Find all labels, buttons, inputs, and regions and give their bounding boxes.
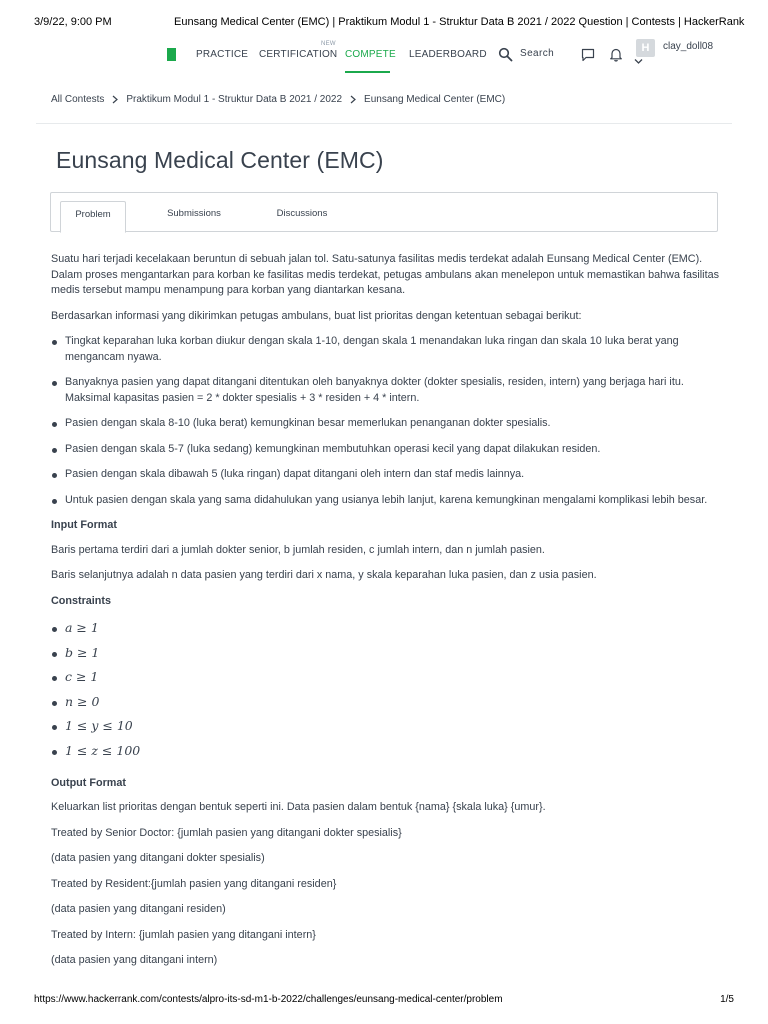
username[interactable]: clay_doll08 xyxy=(663,41,714,52)
output-line: Keluarkan list prioritas dengan bentuk seperti ini. Data pasien dalam bentuk {nama} {skala luka} {umur}. xyxy=(51,801,546,814)
hackerrank-logo-icon[interactable] xyxy=(167,48,176,61)
nav-compete[interactable]: COMPETE xyxy=(345,49,396,60)
print-footer xyxy=(34,994,734,1010)
output-line: (data pasien yang ditangani intern) xyxy=(51,954,218,967)
output-line: Treated by Intern: {jumlah pasien yang ditangani intern} xyxy=(51,928,316,941)
list-item: Pasien dengan skala dibawah 5 (luka ringan) dapat ditangani oleh intern dan staf medis lainnya. xyxy=(51,467,721,483)
print-url: https://www.hackerrank.com/contests/alpro-its-sd-m1-b-2022/challenges/eunsang-medical-center/problem xyxy=(34,994,503,1005)
tab-submissions[interactable]: Submissions xyxy=(167,208,221,219)
constraints-list xyxy=(51,618,721,766)
list-item: Untuk pasien dengan skala yang sama didahulukan yang usianya lebih lanjut, karena kemungkinan mengalami komplikasi lebih besar. xyxy=(51,493,721,509)
print-page-number: 1/5 xyxy=(720,994,734,1005)
constraint-item: b ≥ 1 xyxy=(51,643,721,668)
breadcrumb-all-contests[interactable]: All Contests xyxy=(51,94,105,105)
tab-discussions[interactable]: Discussions xyxy=(276,208,328,219)
chevron-right-icon xyxy=(349,95,357,104)
breadcrumb-contest[interactable]: Praktikum Modul 1 - Struktur Data B 2021 / 2022 xyxy=(126,94,343,105)
output-line: Treated by Resident:{jumlah pasien yang ditangani residen} xyxy=(51,877,337,890)
problem-intro: Suatu hari terjadi kecelakaan beruntun di sebuah jalan tol. Satu-satunya fasilitas medis terdekat adalah Eunsang Medical Center (EMC). Dalam proses mengantarkan para korban ke fasilitas medis terdekat, petugas ambulans akan menelepon untuk memastikan bahwa fasilitas medis tersebut mampu menampung para korban yang diantarkan kesana. xyxy=(51,253,719,296)
output-format-heading: Output Format xyxy=(51,776,126,789)
output-line: (data pasien yang ditangani dokter spesialis) xyxy=(51,852,265,865)
list-item: Pasien dengan skala 5-7 (luka sedang) kemungkinan membutuhkan operasi kecil yang dapat dilakukan residen. xyxy=(51,442,721,458)
list-item: Pasien dengan skala 8-10 (luka berat) kemungkinan besar memerlukan penanganan dokter spesialis. xyxy=(51,416,721,432)
tab-problem[interactable]: Problem xyxy=(60,201,126,233)
constraints-heading: Constraints xyxy=(51,594,111,607)
problem-statement xyxy=(51,252,721,979)
nav-practice[interactable]: PRACTICE xyxy=(196,49,249,60)
list-item: Banyaknya pasien yang dapat ditangani ditentukan oleh banyaknya dokter (dokter spesialis, residen, intern) yang berjaga hari itu. Maksimal kapasitas pasien = 2 * dokter spesialis + 3 * residen + 4 * intern. xyxy=(51,375,721,406)
print-header xyxy=(34,16,745,32)
nav-certification[interactable]: CERTIFICATION xyxy=(259,49,338,60)
input-format-heading: Input Format xyxy=(51,519,117,531)
tab-bar xyxy=(50,192,718,232)
constraint-item: n ≥ 0 xyxy=(51,692,721,717)
nav-leaderboard[interactable]: LEADERBOARD xyxy=(409,49,487,60)
search-input[interactable]: Search xyxy=(520,48,555,59)
top-navigation xyxy=(0,38,768,78)
chevron-down-icon[interactable] xyxy=(634,58,643,65)
input-line: Baris selanjutnya adalah n data pasien yang terdiri dari x nama, y skala keparahan luka pasien, dan z usia pasien. xyxy=(51,569,597,581)
constraint-item: c ≥ 1 xyxy=(51,667,721,692)
breadcrumb-challenge[interactable]: Eunsang Medical Center (EMC) xyxy=(364,94,506,105)
message-icon[interactable] xyxy=(581,48,595,62)
user-avatar[interactable]: H xyxy=(636,39,655,57)
constraint-item: a ≥ 1 xyxy=(51,618,721,643)
rules-list xyxy=(51,334,721,508)
list-item: Tingkat keparahan luka korban diukur dengan skala 1-10, dengan skala 1 menandakan luka ringan dan skala 10 luka berat yang mengancam nyawa. xyxy=(51,334,721,365)
search-icon[interactable] xyxy=(498,47,513,62)
new-badge: NEW xyxy=(321,41,336,47)
constraint-item: 1 ≤ z ≤ 100 xyxy=(51,741,721,766)
chevron-right-icon xyxy=(111,95,119,104)
print-title: Eunsang Medical Center (EMC) | Praktikum Modul 1 - Struktur Data B 2021 / 2022 Question | Contests | HackerRank xyxy=(174,16,745,28)
constraint-item: 1 ≤ y ≤ 10 xyxy=(51,716,721,741)
divider xyxy=(36,123,732,124)
active-nav-indicator xyxy=(345,71,390,73)
input-line: Baris pertama terdiri dari a jumlah dokter senior, b jumlah residen, c jumlah intern, dan n jumlah pasien. xyxy=(51,543,545,556)
output-line: (data pasien yang ditangani residen) xyxy=(51,903,226,916)
print-date: 3/9/22, 9:00 PM xyxy=(34,16,112,28)
output-line: Treated by Senior Doctor: {jumlah pasien yang ditangani dokter spesialis} xyxy=(51,826,402,839)
rules-intro: Berdasarkan informasi yang dikirimkan petugas ambulans, buat list prioritas dengan ketentuan sebagai berikut: xyxy=(51,309,582,322)
breadcrumb xyxy=(51,94,505,105)
notification-bell-icon[interactable] xyxy=(609,47,623,62)
page-title: Eunsang Medical Center (EMC) xyxy=(56,147,384,173)
